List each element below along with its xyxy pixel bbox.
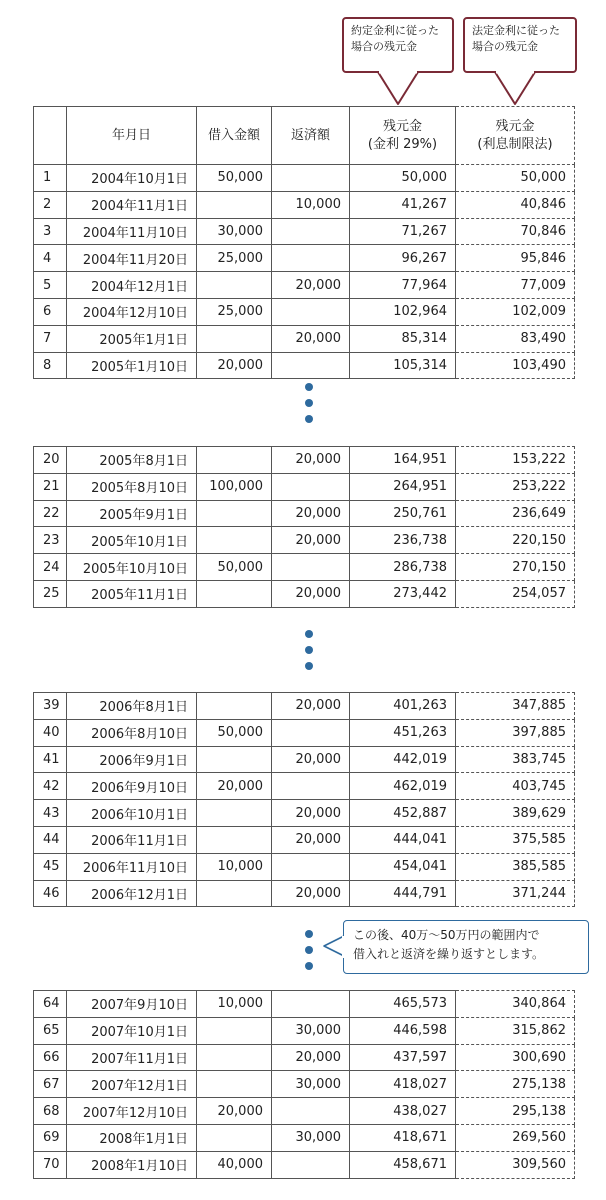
cell-balance-contract: 465,573 — [350, 991, 456, 1018]
cell-repay — [272, 473, 350, 500]
cell-balance-legal: 254,057 — [456, 580, 575, 607]
cell-date: 2004年12月1日 — [67, 272, 197, 299]
cell-date: 2005年9月1日 — [67, 500, 197, 527]
cell-borrow — [197, 880, 272, 907]
cell-no: 64 — [34, 991, 67, 1018]
cell-repay: 20,000 — [272, 693, 350, 720]
cell-repay: 20,000 — [272, 527, 350, 554]
cell-borrow — [197, 191, 272, 218]
section-1-body — [34, 165, 575, 379]
cell-borrow: 10,000 — [197, 853, 272, 880]
ellipsis-dot — [305, 946, 313, 954]
cell-borrow: 50,000 — [197, 719, 272, 746]
cell-borrow: 20,000 — [197, 352, 272, 379]
cell-no: 68 — [34, 1098, 67, 1125]
table-row — [34, 554, 575, 581]
table-row — [34, 719, 575, 746]
cell-balance-legal: 275,138 — [456, 1071, 575, 1098]
cell-date: 2005年10月1日 — [67, 527, 197, 554]
cell-balance-contract: 452,887 — [350, 800, 456, 827]
cell-borrow: 25,000 — [197, 298, 272, 325]
cell-balance-legal: 83,490 — [456, 325, 575, 352]
callout-contract-line-2: 場合の残元金 — [351, 40, 417, 53]
cell-repay: 30,000 — [272, 1124, 350, 1151]
cell-repay — [272, 1098, 350, 1125]
table-row — [34, 165, 575, 192]
cell-no: 65 — [34, 1017, 67, 1044]
cell-repay: 20,000 — [272, 447, 350, 474]
ellipsis-dot — [305, 930, 313, 938]
cell-borrow — [197, 693, 272, 720]
cell-no: 3 — [34, 218, 67, 245]
cell-no: 5 — [34, 272, 67, 299]
cell-repay — [272, 1151, 350, 1178]
cell-balance-contract: 437,597 — [350, 1044, 456, 1071]
ellipsis-dots-1 — [303, 383, 315, 431]
cell-borrow: 10,000 — [197, 991, 272, 1018]
cell-repay — [272, 991, 350, 1018]
table-row — [34, 580, 575, 607]
cell-balance-legal: 153,222 — [456, 447, 575, 474]
cell-balance-contract: 236,738 — [350, 527, 456, 554]
cell-balance-contract: 446,598 — [350, 1017, 456, 1044]
cell-no: 6 — [34, 298, 67, 325]
cell-balance-legal: 383,745 — [456, 746, 575, 773]
cell-repay: 20,000 — [272, 1044, 350, 1071]
cell-borrow — [197, 447, 272, 474]
table-header-row — [34, 107, 575, 165]
cell-date: 2007年12月10日 — [67, 1098, 197, 1125]
cell-borrow — [197, 1044, 272, 1071]
cell-date: 2004年11月1日 — [67, 191, 197, 218]
cell-borrow — [197, 325, 272, 352]
cell-balance-contract: 85,314 — [350, 325, 456, 352]
header-date: 年月日 — [67, 107, 197, 165]
ellipsis-dots-3 — [303, 930, 315, 978]
table-row — [34, 218, 575, 245]
cell-balance-legal: 270,150 — [456, 554, 575, 581]
balance-table-section-1 — [33, 106, 575, 379]
table-row — [34, 1071, 575, 1098]
cell-repay — [272, 719, 350, 746]
cell-no: 4 — [34, 245, 67, 272]
cell-borrow — [197, 800, 272, 827]
cell-no: 20 — [34, 447, 67, 474]
cell-no: 42 — [34, 773, 67, 800]
cell-borrow: 50,000 — [197, 165, 272, 192]
cell-date: 2008年1月10日 — [67, 1151, 197, 1178]
callout-legal-line-1: 法定金利に従った — [472, 24, 560, 37]
cell-balance-legal: 403,745 — [456, 773, 575, 800]
cell-borrow — [197, 1071, 272, 1098]
table-row — [34, 693, 575, 720]
cell-balance-legal: 340,864 — [456, 991, 575, 1018]
cell-repay: 20,000 — [272, 826, 350, 853]
balance-table-section-2 — [33, 446, 575, 608]
cell-balance-contract: 286,738 — [350, 554, 456, 581]
cell-date: 2007年12月1日 — [67, 1071, 197, 1098]
table-row — [34, 500, 575, 527]
cell-repay — [272, 165, 350, 192]
cell-balance-legal: 50,000 — [456, 165, 575, 192]
cell-repay: 20,000 — [272, 500, 350, 527]
cell-balance-legal: 309,560 — [456, 1151, 575, 1178]
cell-balance-legal: 102,009 — [456, 298, 575, 325]
ellipsis-dot — [305, 646, 313, 654]
header-balance-legal-line-1: 残元金 — [495, 118, 535, 134]
cell-balance-contract: 444,791 — [350, 880, 456, 907]
ellipsis-dots-2 — [303, 630, 315, 678]
cell-balance-contract: 41,267 — [350, 191, 456, 218]
cell-date: 2005年8月10日 — [67, 473, 197, 500]
cell-balance-contract: 50,000 — [350, 165, 456, 192]
cell-balance-legal: 375,585 — [456, 826, 575, 853]
table-row — [34, 800, 575, 827]
table-row — [34, 272, 575, 299]
cell-no: 44 — [34, 826, 67, 853]
cell-repay: 20,000 — [272, 580, 350, 607]
cell-balance-contract: 444,041 — [350, 826, 456, 853]
cell-borrow — [197, 1124, 272, 1151]
cell-no: 23 — [34, 527, 67, 554]
cell-no: 1 — [34, 165, 67, 192]
cell-balance-legal: 389,629 — [456, 800, 575, 827]
cell-repay: 20,000 — [272, 880, 350, 907]
cell-repay — [272, 218, 350, 245]
cell-date: 2004年11月10日 — [67, 218, 197, 245]
cell-date: 2006年11月10日 — [67, 853, 197, 880]
cell-repay — [272, 773, 350, 800]
cell-balance-contract: 462,019 — [350, 773, 456, 800]
ellipsis-dot — [305, 662, 313, 670]
cell-balance-legal: 371,244 — [456, 880, 575, 907]
cell-borrow — [197, 272, 272, 299]
cell-balance-legal: 315,862 — [456, 1017, 575, 1044]
balance-table-section-3 — [33, 692, 575, 907]
cell-balance-contract: 458,671 — [350, 1151, 456, 1178]
cell-balance-contract: 273,442 — [350, 580, 456, 607]
cell-repay — [272, 245, 350, 272]
table-row — [34, 298, 575, 325]
cell-balance-legal: 295,138 — [456, 1098, 575, 1125]
table-row — [34, 991, 575, 1018]
cell-repay: 20,000 — [272, 325, 350, 352]
note-line-2: 借入れと返済を繰り返すとします。 — [353, 947, 545, 961]
header-no — [34, 107, 67, 165]
table-row — [34, 853, 575, 880]
cell-borrow: 20,000 — [197, 773, 272, 800]
cell-date: 2005年11月1日 — [67, 580, 197, 607]
cell-repay: 20,000 — [272, 272, 350, 299]
table-row — [34, 880, 575, 907]
cell-borrow — [197, 826, 272, 853]
cell-no: 22 — [34, 500, 67, 527]
cell-no: 45 — [34, 853, 67, 880]
header-balance-contract — [350, 107, 456, 165]
cell-date: 2006年12月1日 — [67, 880, 197, 907]
cell-date: 2005年1月1日 — [67, 325, 197, 352]
cell-balance-legal: 397,885 — [456, 719, 575, 746]
cell-balance-contract: 442,019 — [350, 746, 456, 773]
cell-borrow — [197, 746, 272, 773]
cell-repay: 10,000 — [272, 191, 350, 218]
cell-balance-legal: 103,490 — [456, 352, 575, 379]
cell-balance-contract: 401,263 — [350, 693, 456, 720]
ellipsis-dot — [305, 630, 313, 638]
cell-no: 66 — [34, 1044, 67, 1071]
cell-no: 24 — [34, 554, 67, 581]
cell-date: 2006年10月1日 — [67, 800, 197, 827]
cell-borrow: 25,000 — [197, 245, 272, 272]
cell-date: 2004年10月1日 — [67, 165, 197, 192]
table-row — [34, 773, 575, 800]
cell-borrow — [197, 527, 272, 554]
cell-no: 40 — [34, 719, 67, 746]
callout-legal-rate — [463, 17, 577, 73]
cell-date: 2004年12月10日 — [67, 298, 197, 325]
cell-balance-legal: 385,585 — [456, 853, 575, 880]
header-balance-legal — [456, 107, 575, 165]
table-row — [34, 1151, 575, 1178]
cell-balance-contract: 102,964 — [350, 298, 456, 325]
cell-balance-legal: 347,885 — [456, 693, 575, 720]
table-row — [34, 1124, 575, 1151]
cell-balance-legal: 253,222 — [456, 473, 575, 500]
table-row — [34, 1017, 575, 1044]
table-row — [34, 447, 575, 474]
cell-balance-legal: 95,846 — [456, 245, 575, 272]
cell-balance-contract: 438,027 — [350, 1098, 456, 1125]
section-2-body — [34, 447, 575, 608]
cell-balance-contract: 418,027 — [350, 1071, 456, 1098]
table-row — [34, 1098, 575, 1125]
cell-date: 2007年10月1日 — [67, 1017, 197, 1044]
cell-balance-legal: 40,846 — [456, 191, 575, 218]
cell-date: 2004年11月20日 — [67, 245, 197, 272]
cell-repay: 30,000 — [272, 1017, 350, 1044]
cell-repay — [272, 298, 350, 325]
cell-borrow — [197, 580, 272, 607]
ellipsis-dot — [305, 962, 313, 970]
cell-no: 43 — [34, 800, 67, 827]
cell-no: 69 — [34, 1124, 67, 1151]
header-balance-legal-line-2: (利息制限法) — [477, 136, 553, 152]
cell-repay — [272, 554, 350, 581]
cell-no: 21 — [34, 473, 67, 500]
cell-borrow: 20,000 — [197, 1098, 272, 1125]
cell-repay: 30,000 — [272, 1071, 350, 1098]
cell-date: 2007年9月10日 — [67, 991, 197, 1018]
table-row — [34, 826, 575, 853]
table-row — [34, 191, 575, 218]
cell-no: 7 — [34, 325, 67, 352]
table-row — [34, 245, 575, 272]
cell-borrow — [197, 500, 272, 527]
note-callout-pointer-cover — [342, 936, 346, 958]
cell-balance-contract: 250,761 — [350, 500, 456, 527]
callout-contract-arrow — [376, 72, 420, 108]
cell-date: 2006年8月10日 — [67, 719, 197, 746]
cell-balance-contract: 96,267 — [350, 245, 456, 272]
cell-balance-legal: 77,009 — [456, 272, 575, 299]
header-borrow: 借入金額 — [197, 107, 272, 165]
table-row — [34, 1044, 575, 1071]
cell-balance-contract: 71,267 — [350, 218, 456, 245]
cell-balance-contract: 264,951 — [350, 473, 456, 500]
header-repay: 返済額 — [272, 107, 350, 165]
note-line-1: この後、40万～50万円の範囲内で — [353, 928, 540, 942]
cell-no: 46 — [34, 880, 67, 907]
cell-balance-contract: 418,671 — [350, 1124, 456, 1151]
table-row — [34, 746, 575, 773]
table-row — [34, 473, 575, 500]
callout-legal-line-2: 場合の残元金 — [472, 40, 538, 53]
cell-balance-legal: 236,649 — [456, 500, 575, 527]
note-callout — [343, 920, 589, 974]
section-4-body — [34, 991, 575, 1179]
cell-balance-contract: 77,964 — [350, 272, 456, 299]
ellipsis-dot — [305, 415, 313, 423]
cell-no: 67 — [34, 1071, 67, 1098]
cell-no: 25 — [34, 580, 67, 607]
cell-no: 41 — [34, 746, 67, 773]
header-balance-contract-line-1: 残元金 — [382, 118, 422, 134]
cell-balance-legal: 70,846 — [456, 218, 575, 245]
cell-repay: 20,000 — [272, 746, 350, 773]
section-3-body — [34, 693, 575, 907]
cell-balance-contract: 451,263 — [350, 719, 456, 746]
callout-contract-rate — [342, 17, 454, 73]
ellipsis-dot — [305, 383, 313, 391]
cell-borrow: 30,000 — [197, 218, 272, 245]
callout-contract-line-1: 約定金利に従った — [351, 24, 439, 37]
cell-borrow: 50,000 — [197, 554, 272, 581]
cell-date: 2008年1月1日 — [67, 1124, 197, 1151]
table-row — [34, 325, 575, 352]
cell-borrow: 40,000 — [197, 1151, 272, 1178]
table-row — [34, 352, 575, 379]
balance-table-section-4 — [33, 990, 575, 1179]
cell-no: 70 — [34, 1151, 67, 1178]
cell-date: 2007年11月1日 — [67, 1044, 197, 1071]
cell-date: 2006年8月1日 — [67, 693, 197, 720]
cell-balance-contract: 164,951 — [350, 447, 456, 474]
callout-legal-arrow — [493, 72, 537, 108]
cell-balance-contract: 105,314 — [350, 352, 456, 379]
ellipsis-dot — [305, 399, 313, 407]
cell-no: 39 — [34, 693, 67, 720]
cell-date: 2005年8月1日 — [67, 447, 197, 474]
cell-no: 2 — [34, 191, 67, 218]
cell-balance-contract: 454,041 — [350, 853, 456, 880]
cell-balance-legal: 220,150 — [456, 527, 575, 554]
cell-balance-legal: 300,690 — [456, 1044, 575, 1071]
cell-date: 2006年9月10日 — [67, 773, 197, 800]
cell-balance-legal: 269,560 — [456, 1124, 575, 1151]
cell-borrow — [197, 1017, 272, 1044]
header-balance-contract-line-2: (金利 29%) — [367, 136, 438, 152]
table-row — [34, 527, 575, 554]
cell-repay — [272, 853, 350, 880]
cell-borrow: 100,000 — [197, 473, 272, 500]
cell-date: 2006年9月1日 — [67, 746, 197, 773]
cell-date: 2005年1月10日 — [67, 352, 197, 379]
cell-repay: 20,000 — [272, 800, 350, 827]
cell-repay — [272, 352, 350, 379]
cell-no: 8 — [34, 352, 67, 379]
cell-date: 2005年10月10日 — [67, 554, 197, 581]
cell-date: 2006年11月1日 — [67, 826, 197, 853]
